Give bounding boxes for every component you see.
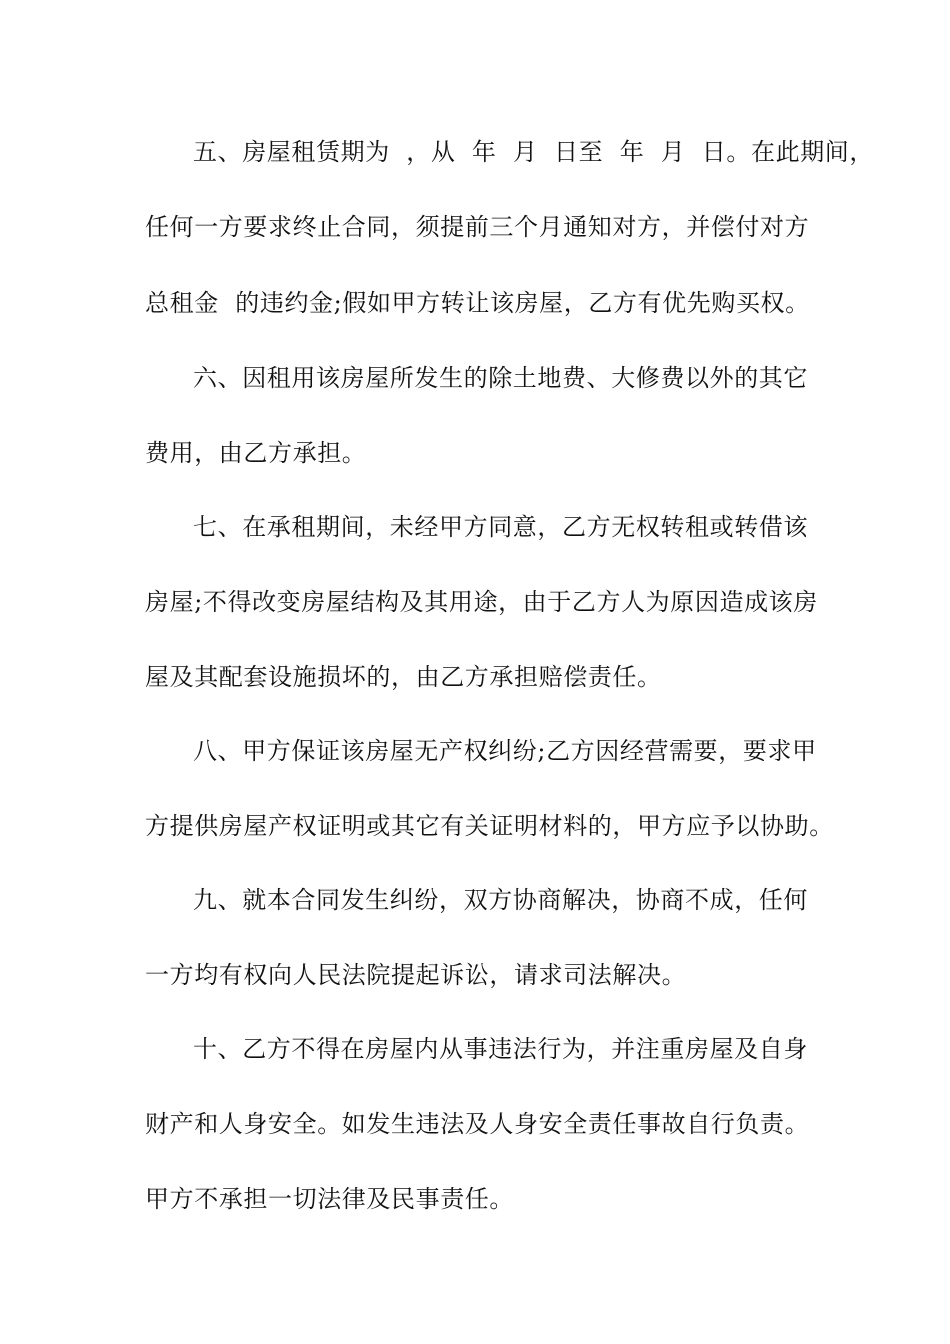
- clause-6-line-2: 费用，由乙方承担。: [145, 439, 367, 467]
- clause-7-line-1: 七、在承租期间，未经甲方同意，乙方无权转租或转借该: [193, 513, 808, 541]
- clause-8-line-1: 八、甲方保证该房屋无产权纠纷;乙方因经营需要，要求甲: [193, 737, 817, 765]
- clause-5-line-2: 任何一方要求终止合同，须提前三个月通知对方，并偿付对方: [145, 213, 810, 241]
- clause-7-line-2: 房屋;不得改变房屋结构及其用途，由于乙方人为原因造成该房: [145, 588, 818, 616]
- clause-10-line-2: 财产和人身安全。如发生违法及人身安全责任事故自行负责。: [145, 1110, 810, 1138]
- clause-5-line-1: 五、房屋租赁期为 ，从 年 月 日至 年 月 日。在此期间，: [193, 138, 875, 166]
- clause-6-line-1: 六、因租用该房屋所发生的除土地费、大修费以外的其它: [193, 364, 808, 392]
- clause-9-line-1: 九、就本合同发生纠纷，双方协商解决，协商不成，任何: [193, 886, 808, 914]
- clause-9-line-2: 一方均有权向人民法院提起诉讼，请求司法解决。: [145, 961, 687, 989]
- clause-8-line-2: 方提供房屋产权证明或其它有关证明材料的，甲方应予以协助。: [145, 812, 834, 840]
- clause-7-line-3: 屋及其配套设施损坏的，由乙方承担赔偿责任。: [145, 663, 662, 691]
- clause-10-line-3: 甲方不承担一切法律及民事责任。: [145, 1185, 514, 1213]
- clause-10-line-1: 十、乙方不得在房屋内从事违法行为，并注重房屋及自身: [193, 1035, 808, 1063]
- clause-5-line-3: 总租金 的违约金;假如甲方转让该房屋，乙方有优先购买权。: [145, 289, 810, 317]
